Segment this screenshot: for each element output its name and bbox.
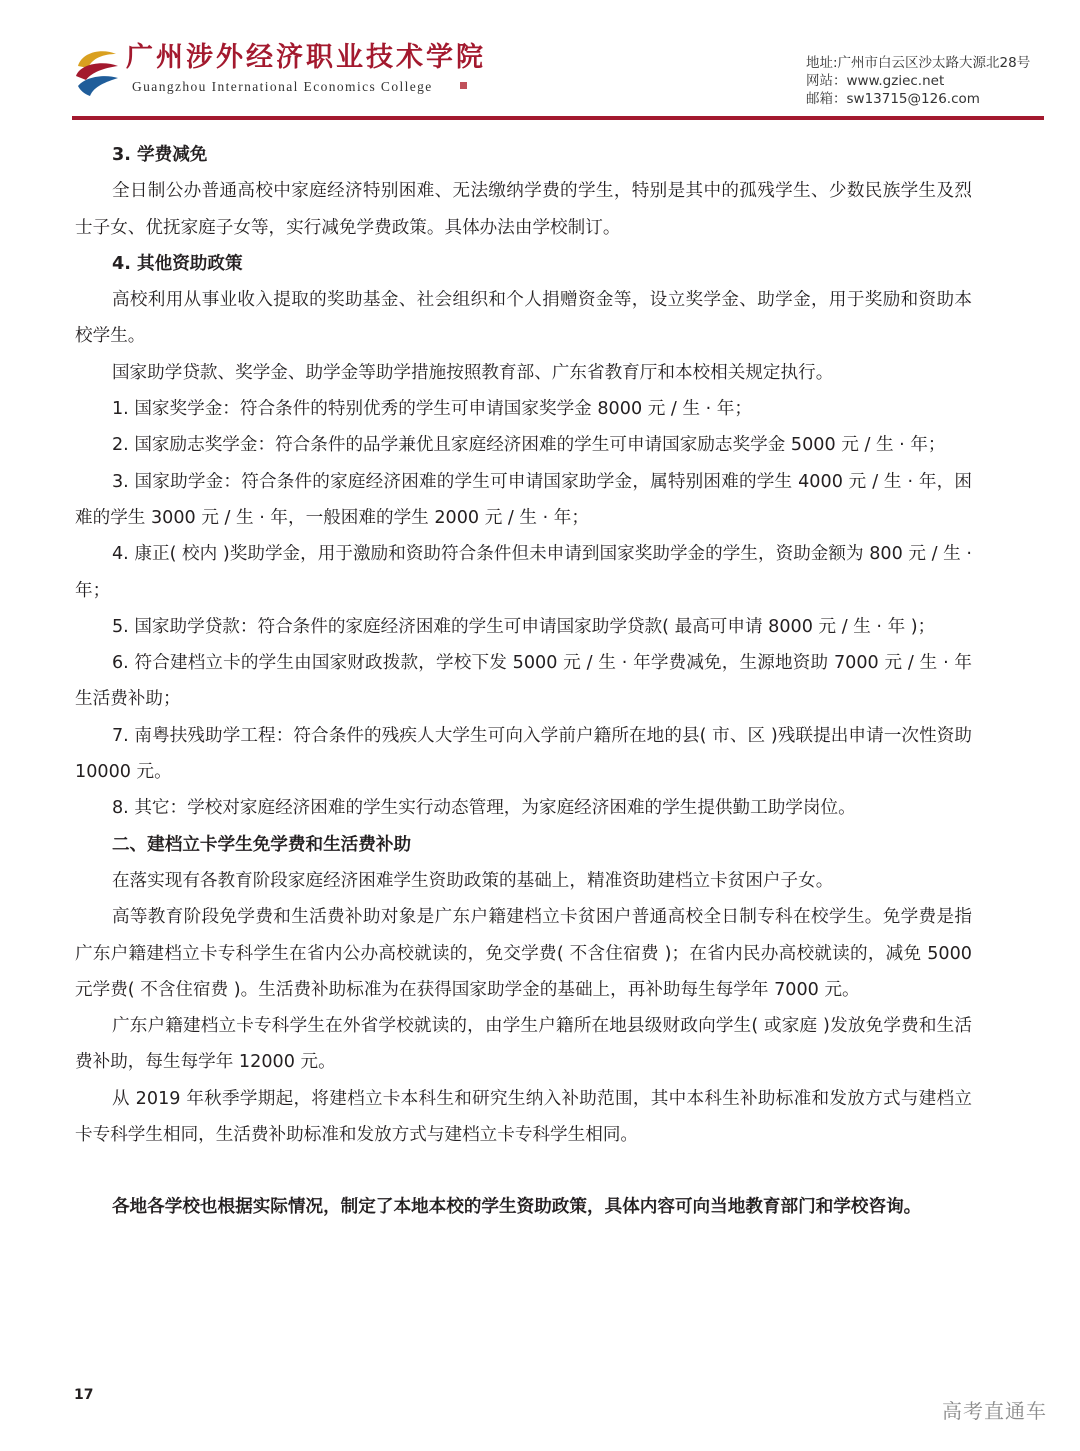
header-divider — [72, 116, 1044, 120]
paragraph: 广东户籍建档立卡专科学生在外省学校就读的，由学生户籍所在地县级财政向学生( 或家庭 )发放免学费和生活费补助，每生每学年 12000 元。 — [75, 1016, 972, 1073]
college-logo-icon — [72, 46, 122, 98]
document-body — [75, 137, 972, 1226]
contact-info — [806, 54, 1030, 108]
paragraph: 高等教育阶段免学费和生活费补助对象是广东户籍建档立卡贫困户普通高校全日制专科在校学生。免学费是指广东户籍建档立卡专科学生在省内公办高校就读的，免交学费( 不含住宿费 )；在省内民办高校就读的，减免 5000 元学费( 不含住宿费 )。生活费补助标准为在获得国家助学金的基础上，再补助每生每学年 7000 元。 — [75, 907, 972, 1000]
paragraph: 在落实现有各教育阶段家庭经济困难学生资助政策的基础上，精准资助建档立卡贫困户子女。 — [111, 870, 834, 891]
college-name-cn: 广州涉外经济职业技术学院 — [126, 42, 486, 73]
watermark: 高考直通车 — [942, 1399, 1047, 1423]
paragraph: 全日制公办普通高校中家庭经济特别困难、无法缴纳学费的学生，特别是其中的孤残学生、少数民族学生及烈士子女、优抚家庭子女等，实行减免学费政策。具体办法由学校制订。 — [75, 181, 972, 238]
website: 网站：www.gziec.net — [806, 73, 945, 89]
seal-mark — [460, 82, 467, 89]
paragraph: 4. 康正( 校内 )奖助学金，用于激励和资助符合条件但未申请到国家奖助学金的学生，资助金额为 800 元 / 生 · 年； — [75, 544, 972, 601]
page-number: 17 — [74, 1387, 94, 1403]
section-heading: 4. 其他资助政策 — [111, 253, 243, 274]
section-heading: 各地各学校也根据实际情况，制定了本地本校的学生资助政策，具体内容可向当地教育部门和学校咨询。 — [111, 1197, 922, 1218]
page-header — [72, 40, 1044, 120]
paragraph: 7. 南粤扶残助学工程：符合条件的残疾人大学生可向入学前户籍所在地的县( 市、区 )残联提出申请一次性资助 10000 元。 — [75, 725, 972, 783]
paragraph: 3. 国家助学金：符合条件的家庭经济困难的学生可申请国家助学金，属特别困难的学生 4000 元 / 生 · 年，困难的学生 3000 元 / 生 · 年，一般困难的学生 2000 元 / 生 · 年； — [75, 471, 972, 528]
section-heading: 二、建档立卡学生免学费和生活费补助 — [111, 834, 412, 855]
paragraph: 2. 国家励志奖学金：符合条件的品学兼优且家庭经济困难的学生可申请国家励志奖学金 5000 元 / 生 · 年； — [111, 435, 946, 456]
address: 地址:广州市白云区沙太路大源北28号 — [806, 55, 1031, 71]
college-name-en: Guangzhou International Economics College — [132, 79, 433, 94]
paragraph: 1. 国家奖学金：符合条件的特别优秀的学生可申请国家奖学金 8000 元 / 生 · 年； — [111, 399, 752, 420]
section-heading: 3. 学费减免 — [111, 145, 208, 165]
paragraph: 5. 国家助学贷款：符合条件的家庭经济困难的学生可申请国家助学贷款( 最高可申请 8000 元 / 生 · 年 )； — [111, 616, 936, 637]
paragraph: 高校利用从事业收入提取的奖助基金、社会组织和个人捐赠资金等，设立奖学金、助学金，用于奖励和资助本校学生。 — [75, 290, 972, 347]
email: 邮箱：sw13715@126.com — [806, 91, 980, 107]
paragraph: 从 2019 年秋季学期起，将建档立卡本科生和研究生纳入补助范围，其中本科生补助标准和发放方式与建档立卡专科学生相同，生活费补助标准和发放方式与建档立卡专科学生相同。 — [75, 1088, 972, 1146]
paragraph: 6. 符合建档立卡的学生由国家财政拨款，学校下发 5000 元 / 生 · 年学费减免，生源地资助 7000 元 / 生 · 年生活费补助； — [75, 653, 972, 710]
paragraph: 8. 其它：学校对家庭经济困难的学生实行动态管理，为家庭经济困难的学生提供勤工助学岗位。 — [111, 798, 856, 819]
paragraph: 国家助学贷款、奖学金、助学金等助学措施按照教育部、广东省教育厅和本校相关规定执行。 — [111, 362, 834, 383]
